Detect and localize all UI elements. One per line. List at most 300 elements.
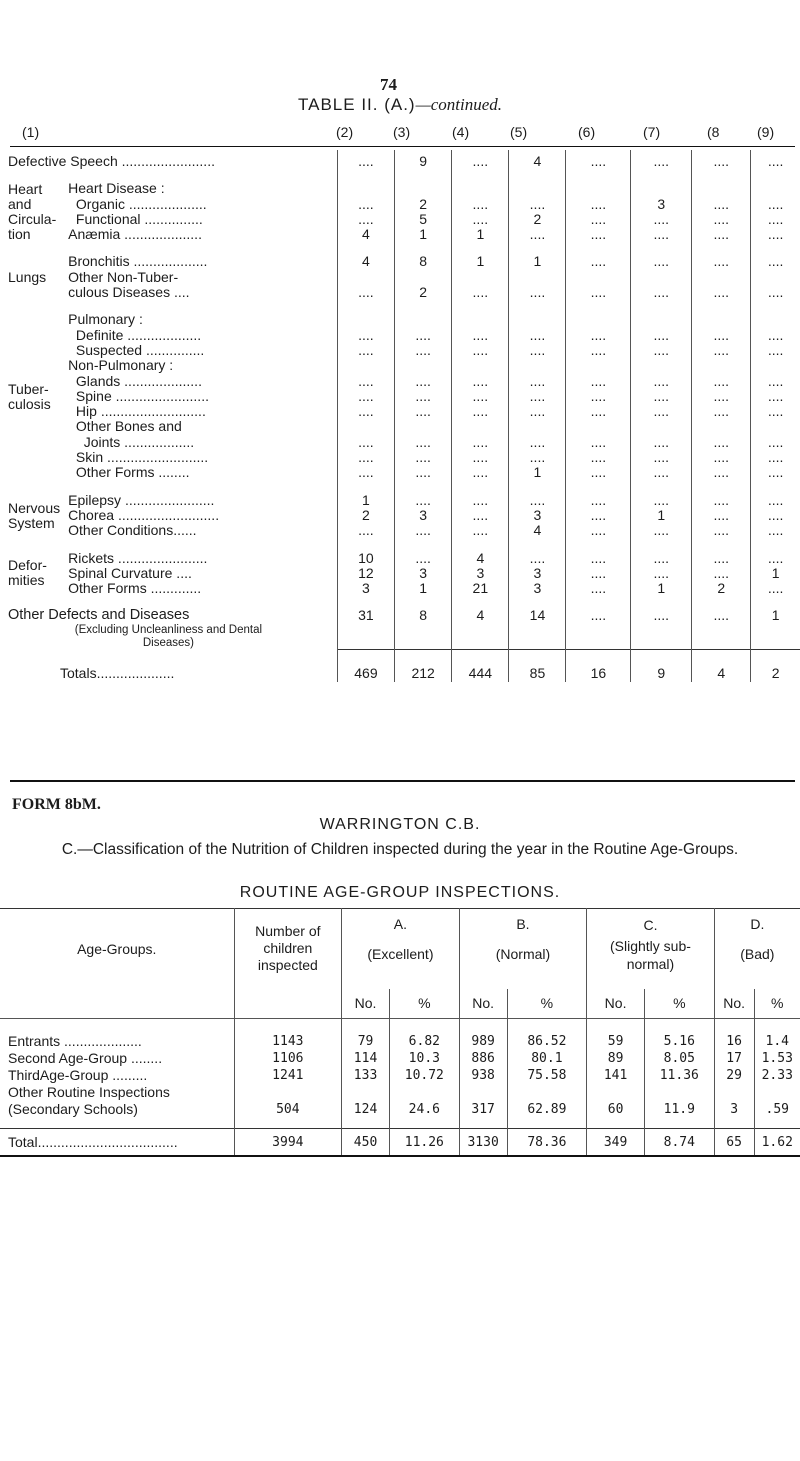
column-number-row — [0, 124, 800, 146]
cell-value: .... — [566, 227, 631, 242]
cell-value — [566, 169, 631, 196]
cell-value: .... — [395, 435, 452, 450]
cell-value: 86.52 — [507, 1019, 587, 1051]
cell-value: .... — [692, 328, 751, 343]
cell-value: 1143 — [234, 1019, 342, 1051]
cell-value: .... — [631, 481, 692, 508]
cell-value: 989 — [459, 1019, 507, 1051]
cell-value — [631, 624, 692, 650]
cell-value: .... — [337, 285, 394, 300]
cell-value: .... — [692, 197, 751, 212]
cell-value: 2.33 — [754, 1067, 800, 1084]
cell-value: .... — [509, 328, 566, 343]
cell-value: .... — [751, 242, 800, 269]
table-row — [0, 650, 800, 682]
cell-value: .... — [751, 212, 800, 227]
cell-value: 59 — [587, 1019, 645, 1051]
cell-value: .... — [631, 435, 692, 450]
cell-value: .... — [395, 328, 452, 343]
cell-value: .... — [452, 343, 509, 358]
row-label: Other Conditions...... — [68, 522, 197, 539]
subheader-pct: % — [389, 989, 459, 1019]
table-row — [0, 285, 800, 300]
cell-value: .... — [395, 523, 452, 538]
cell-value: 3 — [395, 508, 452, 523]
table-row — [0, 150, 800, 169]
header-grade-d-letter: D. — [750, 916, 765, 932]
cell-value — [337, 419, 394, 434]
cell-value: 1 — [395, 227, 452, 242]
cell-value — [566, 358, 631, 373]
cell-value: 8 — [395, 596, 452, 623]
cell-value: 89 — [587, 1050, 645, 1067]
cell-value: 3 — [452, 566, 509, 581]
cell-value: .... — [337, 450, 394, 465]
cell-value: .... — [509, 197, 566, 212]
cell-value: .... — [509, 539, 566, 566]
col-header: (4) — [452, 124, 470, 140]
row-label: Skin .......................... — [68, 449, 209, 466]
cell-value: 3130 — [459, 1129, 507, 1157]
cell-value — [751, 624, 800, 650]
cell-value: .... — [337, 389, 394, 404]
row-label: Epilepsy ....................... — [68, 491, 215, 508]
cell-value: .... — [566, 481, 631, 508]
cell-value — [692, 624, 751, 650]
cell-value: 4 — [452, 539, 509, 566]
cell-value: .... — [509, 404, 566, 419]
cell-value: .... — [509, 389, 566, 404]
cell-value: 3 — [395, 566, 452, 581]
cell-value: .... — [692, 596, 751, 623]
cell-value: 133 — [342, 1067, 390, 1084]
cell-value: .... — [631, 566, 692, 581]
cell-value — [751, 419, 800, 434]
cell-value: .... — [566, 212, 631, 227]
cell-value: 62.89 — [507, 1084, 587, 1129]
cell-value: .... — [452, 481, 509, 508]
cell-value: 10.72 — [389, 1067, 459, 1084]
row-label: Defective Speech ........................ — [8, 153, 215, 169]
table-row — [0, 450, 800, 465]
row-label: Functional ............... — [68, 210, 203, 227]
cell-value: .... — [395, 465, 452, 480]
row-label: Pulmonary : — [68, 311, 143, 328]
row-group-label: Lungs — [8, 268, 47, 285]
cell-value — [566, 270, 631, 285]
cell-value: .59 — [754, 1084, 800, 1129]
cell-value: 4 — [452, 596, 509, 623]
cell-value: .... — [631, 404, 692, 419]
cell-value: .... — [337, 523, 394, 538]
cell-value — [395, 300, 452, 327]
cell-value: 14 — [509, 596, 566, 623]
header-grade-d-desc: (Bad) — [740, 946, 775, 962]
cell-value: 3 — [631, 197, 692, 212]
table-row — [0, 374, 800, 389]
cell-value: 10.3 — [389, 1050, 459, 1067]
cell-value: .... — [566, 389, 631, 404]
cell-value: 3 — [509, 566, 566, 581]
cell-value: .... — [395, 404, 452, 419]
cell-value — [452, 300, 509, 327]
table-row — [0, 1019, 800, 1051]
cell-value: .... — [631, 389, 692, 404]
cell-value: 5.16 — [644, 1019, 714, 1051]
col-header: (2) — [336, 124, 354, 140]
cell-value: 11.36 — [644, 1067, 714, 1084]
cell-value: .... — [751, 465, 800, 480]
cell-value: 5 — [395, 212, 452, 227]
cell-value: .... — [566, 285, 631, 300]
cell-value: .... — [631, 450, 692, 465]
col-header: (9) — [757, 124, 775, 140]
header-grade-b — [459, 909, 587, 989]
cell-value: .... — [631, 343, 692, 358]
cell-value: 1106 — [234, 1050, 342, 1067]
cell-value: 16 — [566, 650, 631, 682]
table-row — [0, 481, 800, 508]
table-row — [0, 596, 800, 623]
table-row — [0, 300, 800, 327]
cell-value: .... — [509, 481, 566, 508]
cell-value: 349 — [587, 1129, 645, 1157]
cell-value: 1241 — [234, 1067, 342, 1084]
col-header: (6) — [578, 124, 596, 140]
cell-value: .... — [751, 197, 800, 212]
cell-value: 2 — [692, 581, 751, 596]
section-title: ROUTINE AGE-GROUP INSPECTIONS. — [239, 884, 561, 901]
subheader-no: No. — [587, 989, 645, 1019]
cell-value — [337, 300, 394, 327]
table-row — [0, 343, 800, 358]
cell-value — [395, 270, 452, 285]
cell-value — [631, 270, 692, 285]
cell-value: .... — [692, 150, 751, 169]
cell-value: 141 — [587, 1067, 645, 1084]
cell-value — [509, 419, 566, 434]
cell-value: .... — [509, 227, 566, 242]
cell-value: .... — [337, 404, 394, 419]
cell-value: .... — [692, 227, 751, 242]
cell-value: 1 — [631, 581, 692, 596]
row-label: Bronchitis ................... — [68, 253, 208, 270]
cell-value: .... — [566, 465, 631, 480]
cell-value: 65 — [714, 1129, 754, 1157]
cell-value: 8.74 — [644, 1129, 714, 1157]
cell-value: .... — [631, 150, 692, 169]
cell-value: 886 — [459, 1050, 507, 1067]
cell-value: .... — [631, 285, 692, 300]
table-row — [0, 358, 800, 373]
cell-value: 3 — [509, 508, 566, 523]
cell-value: 938 — [459, 1067, 507, 1084]
cell-value: 1 — [751, 596, 800, 623]
cell-value: .... — [452, 523, 509, 538]
table-row — [0, 227, 800, 242]
cell-value: 4 — [337, 242, 394, 269]
cell-value: .... — [751, 389, 800, 404]
classification-heading: C.—Classification of the Nutrition of Children inspected during the year in the Routine Age-Groups. — [61, 841, 739, 858]
table-row — [0, 539, 800, 566]
row-group-label: Heart and Circula- tion — [8, 180, 57, 242]
cell-value: .... — [751, 523, 800, 538]
cell-value: .... — [751, 404, 800, 419]
row-label: Joints .................. — [68, 433, 195, 450]
cell-value — [751, 300, 800, 327]
cell-value: 31 — [337, 596, 394, 623]
cell-value: .... — [692, 285, 751, 300]
cell-value: 85 — [509, 650, 566, 682]
cell-value: 1 — [509, 242, 566, 269]
subheader-no: No. — [459, 989, 507, 1019]
header-rule — [10, 146, 795, 147]
cell-value: 1 — [509, 465, 566, 480]
cell-value: 2 — [509, 212, 566, 227]
cell-value: .... — [566, 150, 631, 169]
cell-value: .... — [566, 242, 631, 269]
cell-value — [337, 270, 394, 285]
cell-value: 9 — [395, 150, 452, 169]
cell-value — [751, 169, 800, 196]
cell-value: 1.62 — [754, 1129, 800, 1157]
cell-value: 24.6 — [389, 1084, 459, 1129]
row-label: Totals.................... — [60, 664, 175, 681]
cell-value: .... — [452, 374, 509, 389]
cell-value: .... — [692, 343, 751, 358]
subheader-blank — [234, 989, 342, 1019]
cell-value: .... — [751, 508, 800, 523]
cell-value: 4 — [509, 150, 566, 169]
cell-value: .... — [395, 450, 452, 465]
cell-value: 60 — [587, 1084, 645, 1129]
cell-value: .... — [751, 343, 800, 358]
cell-value — [566, 300, 631, 327]
table-row — [0, 435, 800, 450]
subheader-no: No. — [342, 989, 390, 1019]
cell-value: 9 — [631, 650, 692, 682]
cell-value: .... — [631, 212, 692, 227]
cell-value: 124 — [342, 1084, 390, 1129]
cell-value: .... — [751, 328, 800, 343]
cell-value: .... — [337, 465, 394, 480]
cell-value: .... — [452, 328, 509, 343]
cell-value: .... — [692, 389, 751, 404]
cell-value — [395, 358, 452, 373]
cell-value: .... — [337, 328, 394, 343]
cell-value — [395, 624, 452, 650]
cell-value: .... — [751, 150, 800, 169]
table-row — [0, 1067, 800, 1084]
cell-value: .... — [692, 374, 751, 389]
authority-heading: WARRINGTON C.B. — [319, 816, 481, 833]
col-header: (3) — [393, 124, 411, 140]
cell-value: .... — [452, 285, 509, 300]
table-row — [0, 581, 800, 596]
cell-value: 2 — [395, 197, 452, 212]
row-label: Chorea .......................... — [68, 506, 220, 523]
cell-value: .... — [452, 150, 509, 169]
cell-value: 212 — [395, 650, 452, 682]
cell-value — [631, 419, 692, 434]
cell-value — [452, 358, 509, 373]
row-label: Rickets ....................... — [68, 549, 208, 566]
cell-value: 1 — [452, 242, 509, 269]
cell-value: .... — [692, 212, 751, 227]
cell-value: .... — [337, 150, 394, 169]
cell-value: 10 — [337, 539, 394, 566]
cell-value: .... — [692, 481, 751, 508]
cell-value: .... — [631, 374, 692, 389]
cell-value — [631, 169, 692, 196]
cell-value: .... — [631, 242, 692, 269]
table-row — [0, 404, 800, 419]
row-label: Non-Pulmonary : — [68, 357, 174, 374]
cell-value: .... — [631, 523, 692, 538]
age-group-label: ThirdAge-Group ......... — [8, 1067, 148, 1083]
cell-value: .... — [337, 212, 394, 227]
cell-value: .... — [566, 539, 631, 566]
cell-value: 1 — [631, 508, 692, 523]
cell-value — [751, 358, 800, 373]
cell-value: 444 — [452, 650, 509, 682]
row-label: Other Forms ........ — [68, 464, 190, 481]
cell-value: .... — [509, 285, 566, 300]
cell-value: .... — [692, 523, 751, 538]
cell-value: .... — [337, 197, 394, 212]
cell-value: .... — [337, 374, 394, 389]
cell-value: 12 — [337, 566, 394, 581]
cell-value: .... — [631, 227, 692, 242]
subheader-blank — [0, 989, 234, 1019]
cell-value: .... — [452, 465, 509, 480]
table-row — [0, 1084, 800, 1129]
cell-value: .... — [751, 581, 800, 596]
cell-value: .... — [692, 539, 751, 566]
table-row — [0, 389, 800, 404]
cell-value: 16 — [714, 1019, 754, 1051]
cell-value — [395, 419, 452, 434]
table-title-main: TABLE II. (A.) — [298, 95, 416, 114]
header-grade-c-desc: (Slightly sub-normal) — [609, 938, 691, 972]
cell-value: 4 — [692, 650, 751, 682]
col-header: (7) — [643, 124, 661, 140]
cell-value: .... — [692, 508, 751, 523]
cell-value: 29 — [714, 1067, 754, 1084]
cell-value — [509, 300, 566, 327]
age-group-label: Other Routine Inspections (Secondary Schools) — [8, 1084, 170, 1117]
cell-value: .... — [566, 374, 631, 389]
cell-value — [452, 169, 509, 196]
cell-value: .... — [566, 435, 631, 450]
cell-value — [452, 270, 509, 285]
cell-value: .... — [509, 435, 566, 450]
header-number-inspected: Number of children inspected — [234, 909, 342, 989]
cell-value: .... — [751, 539, 800, 566]
cell-value: 3 — [337, 581, 394, 596]
cell-value: 4 — [509, 523, 566, 538]
cell-value — [692, 169, 751, 196]
cell-value: 6.82 — [389, 1019, 459, 1051]
cell-value — [395, 169, 452, 196]
cell-value: .... — [509, 343, 566, 358]
cell-value: 2 — [395, 285, 452, 300]
cell-value: .... — [566, 450, 631, 465]
row-label: Other Defects and Diseases — [8, 607, 190, 624]
row-label: culous Diseases .... — [68, 284, 190, 301]
cell-value: .... — [452, 212, 509, 227]
cell-value: 317 — [459, 1084, 507, 1129]
col-header: (1) — [22, 124, 40, 140]
cell-value: 17 — [714, 1050, 754, 1067]
cell-value — [692, 300, 751, 327]
cell-value: 1.4 — [754, 1019, 800, 1051]
cell-value: .... — [566, 581, 631, 596]
header-age-groups: Age-Groups. — [77, 940, 157, 957]
defects-table — [0, 150, 800, 682]
row-group-label: Tuber- culosis — [8, 380, 51, 412]
cell-value: .... — [751, 227, 800, 242]
cell-value: 11.26 — [389, 1129, 459, 1157]
header-grade-a-desc: (Excellent) — [367, 946, 434, 962]
table-title-continued: —continued. — [415, 95, 502, 114]
table-row — [0, 169, 800, 196]
form-label: FORM 8bM. — [12, 796, 101, 813]
cell-value: 1 — [395, 581, 452, 596]
row-label: Spinal Curvature .... — [68, 564, 192, 581]
row-label: Hip ........................... — [68, 403, 206, 420]
cell-value: .... — [395, 539, 452, 566]
table-row — [0, 212, 800, 227]
cell-value: .... — [395, 481, 452, 508]
cell-value — [692, 270, 751, 285]
header-grade-b-letter: B. — [516, 916, 530, 932]
cell-value: 504 — [234, 1084, 342, 1129]
cell-value: 4 — [337, 227, 394, 242]
cell-value: 79 — [342, 1019, 390, 1051]
cell-value: 8.05 — [644, 1050, 714, 1067]
row-group-label: Defor- mities — [8, 557, 47, 589]
cell-value: 75.58 — [507, 1067, 587, 1084]
row-label: Heart Disease : — [68, 180, 165, 197]
cell-value: .... — [337, 343, 394, 358]
cell-value: .... — [692, 242, 751, 269]
cell-value — [452, 419, 509, 434]
cell-value: .... — [509, 374, 566, 389]
cell-value: 2 — [751, 650, 800, 682]
cell-value — [566, 624, 631, 650]
age-group-label: Second Age-Group ........ — [8, 1050, 163, 1066]
col-header: (8 — [707, 124, 720, 140]
cell-value — [631, 358, 692, 373]
table-row — [0, 242, 800, 269]
row-label: Suspected ............... — [68, 341, 205, 358]
table-row — [0, 465, 800, 480]
row-label: (Excluding Uncleanliness and Dental Diseases) — [74, 623, 263, 649]
cell-value: .... — [566, 404, 631, 419]
cell-value: 114 — [342, 1050, 390, 1067]
table-row — [0, 508, 800, 523]
cell-value: .... — [452, 197, 509, 212]
row-label: Other Bones and — [68, 418, 182, 435]
cell-value: .... — [692, 566, 751, 581]
age-group-label: Entrants .................... — [8, 1033, 142, 1049]
cell-value — [566, 419, 631, 434]
cell-value: .... — [395, 343, 452, 358]
cell-value: 1 — [337, 481, 394, 508]
table-row — [0, 419, 800, 434]
cell-value: .... — [509, 450, 566, 465]
